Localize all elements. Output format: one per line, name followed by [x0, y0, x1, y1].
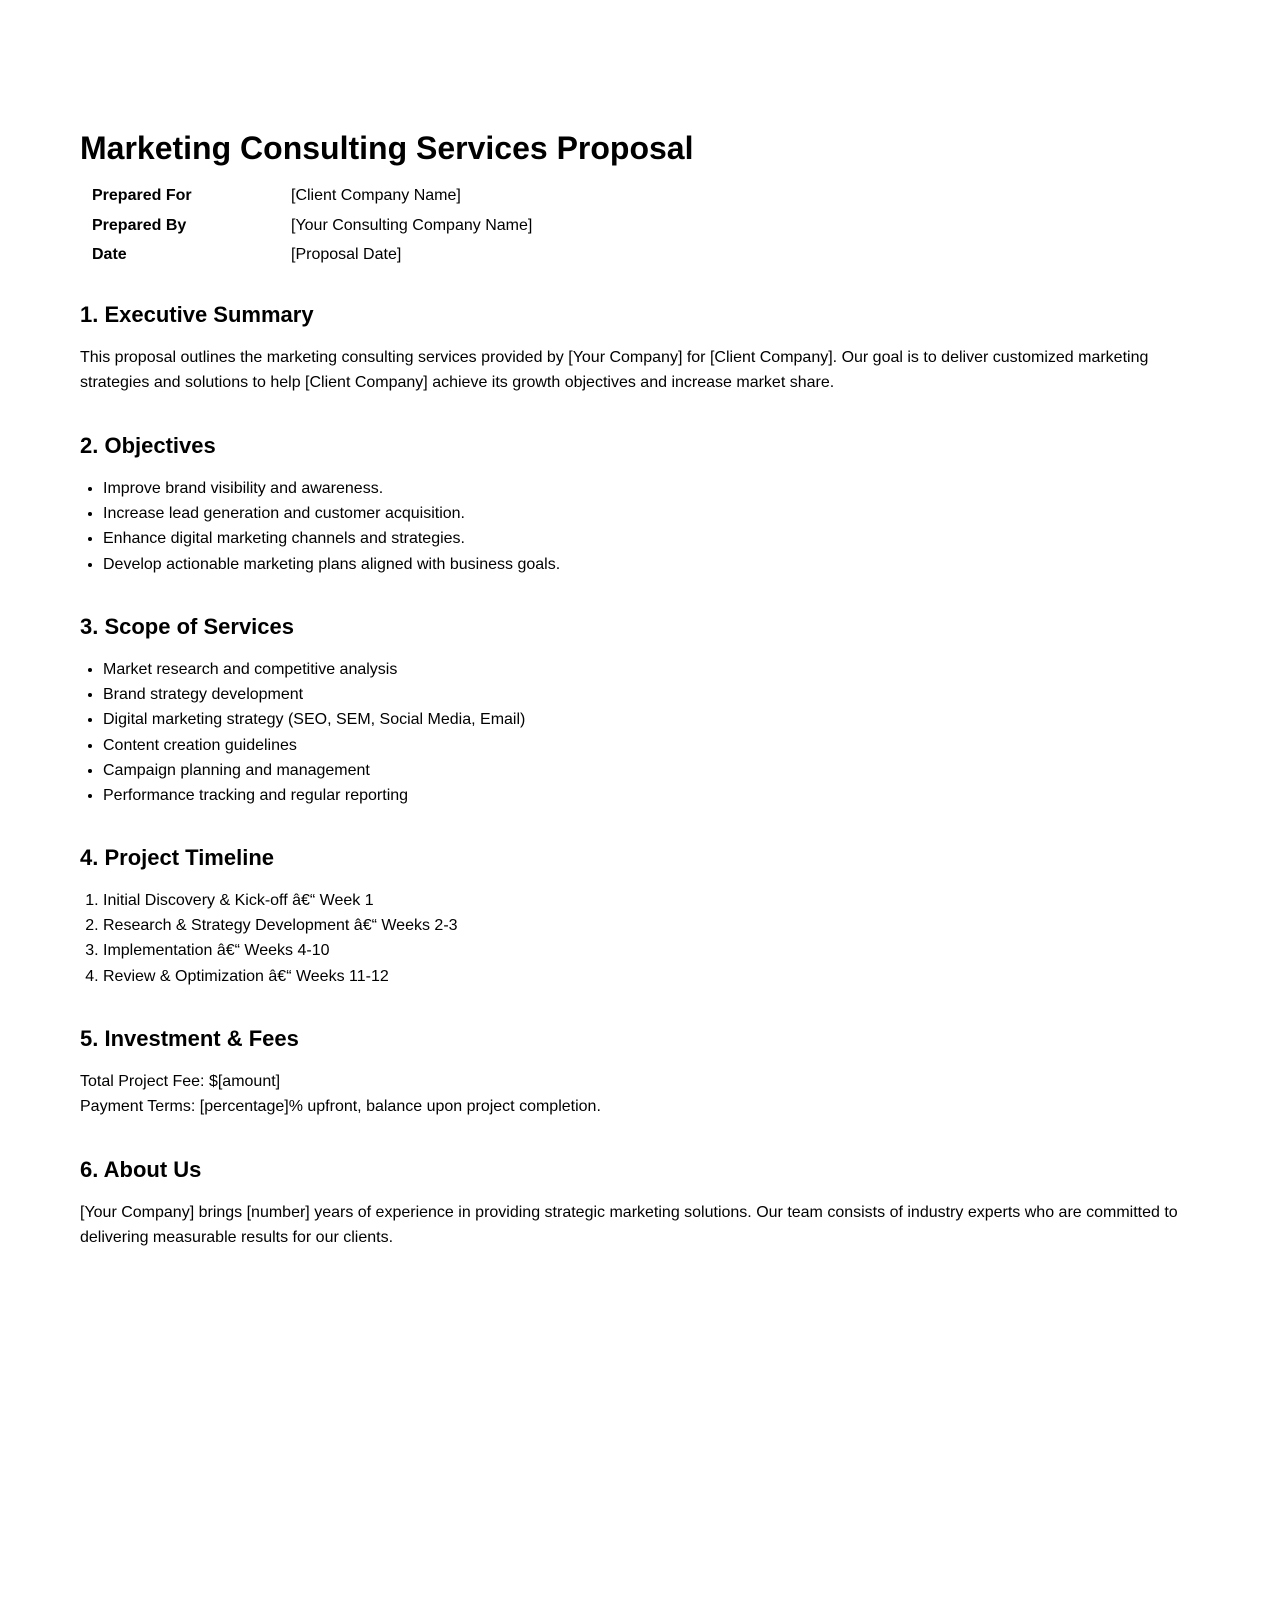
objectives-list [80, 476, 560, 577]
meta-value: [Your Consulting Company Name] [291, 216, 533, 234]
list-item: • Improve brand visibility and awareness. [103, 476, 560, 501]
list-item: 2. Research & Strategy Development â€“ Weeks 2-3 [103, 913, 458, 938]
document-title: Marketing Consulting Services Proposal [80, 130, 694, 166]
total-project-fee: Total Project Fee: $[amount] [80, 1073, 281, 1090]
list-item: 3. Implementation â€“ Weeks 4-10 [103, 938, 458, 963]
about-us-text: [Your Company] brings [number] years of experience in providing strategic marketing solutions. Our team consists of industry experts who are committed to delivering measurable results for our clients. [80, 1204, 1178, 1246]
meta-row-date [92, 243, 532, 273]
section-heading-timeline: 4. Project Timeline [80, 845, 275, 870]
executive-summary-text: This proposal outlines the marketing consulting services provided by [Your Company] for [Client Company]. Our goal is to deliver customized marketing strategies and solutions to help [Client Company] achieve its growth objectives and increase market share. [80, 349, 1149, 391]
section-heading-investment: 5. Investment & Fees [80, 1026, 299, 1051]
list-item: • Increase lead generation and customer acquisition. [103, 501, 560, 526]
list-item: 1. Initial Discovery & Kick-off â€“ Week 1 [103, 888, 458, 913]
meta-row-prepared-by [92, 214, 532, 244]
list-item: 4. Review & Optimization â€“ Weeks 11-12 [103, 964, 458, 989]
proposal-meta-table [92, 184, 532, 273]
meta-label: Prepared By [92, 216, 187, 234]
scope-list [80, 657, 525, 808]
section-heading-executive-summary: 1. Executive Summary [80, 302, 314, 327]
section-heading-about: 6. About Us [80, 1157, 202, 1182]
list-item: • Performance tracking and regular reporting [103, 783, 525, 808]
section-heading-scope: 3. Scope of Services [80, 614, 294, 639]
list-item: • Campaign planning and management [103, 758, 525, 783]
meta-value: [Proposal Date] [291, 246, 402, 263]
list-item: • Enhance digital marketing channels and strategies. [103, 526, 560, 551]
list-item: • Digital marketing strategy (SEO, SEM, Social Media, Email) [103, 707, 525, 732]
meta-label: Prepared For [92, 187, 192, 204]
section-heading-objectives: 2. Objectives [80, 433, 216, 458]
list-item: • Content creation guidelines [103, 733, 525, 758]
meta-label: Date [92, 246, 127, 263]
meta-row-prepared-for [92, 184, 532, 214]
list-item: • Market research and competitive analysis [103, 657, 525, 682]
list-item: • Develop actionable marketing plans aligned with business goals. [103, 552, 560, 577]
meta-value: [Client Company Name] [291, 187, 461, 204]
timeline-list [80, 888, 458, 989]
list-item: • Brand strategy development [103, 682, 525, 707]
payment-terms: Payment Terms: [percentage]% upfront, balance upon project completion. [80, 1098, 601, 1115]
